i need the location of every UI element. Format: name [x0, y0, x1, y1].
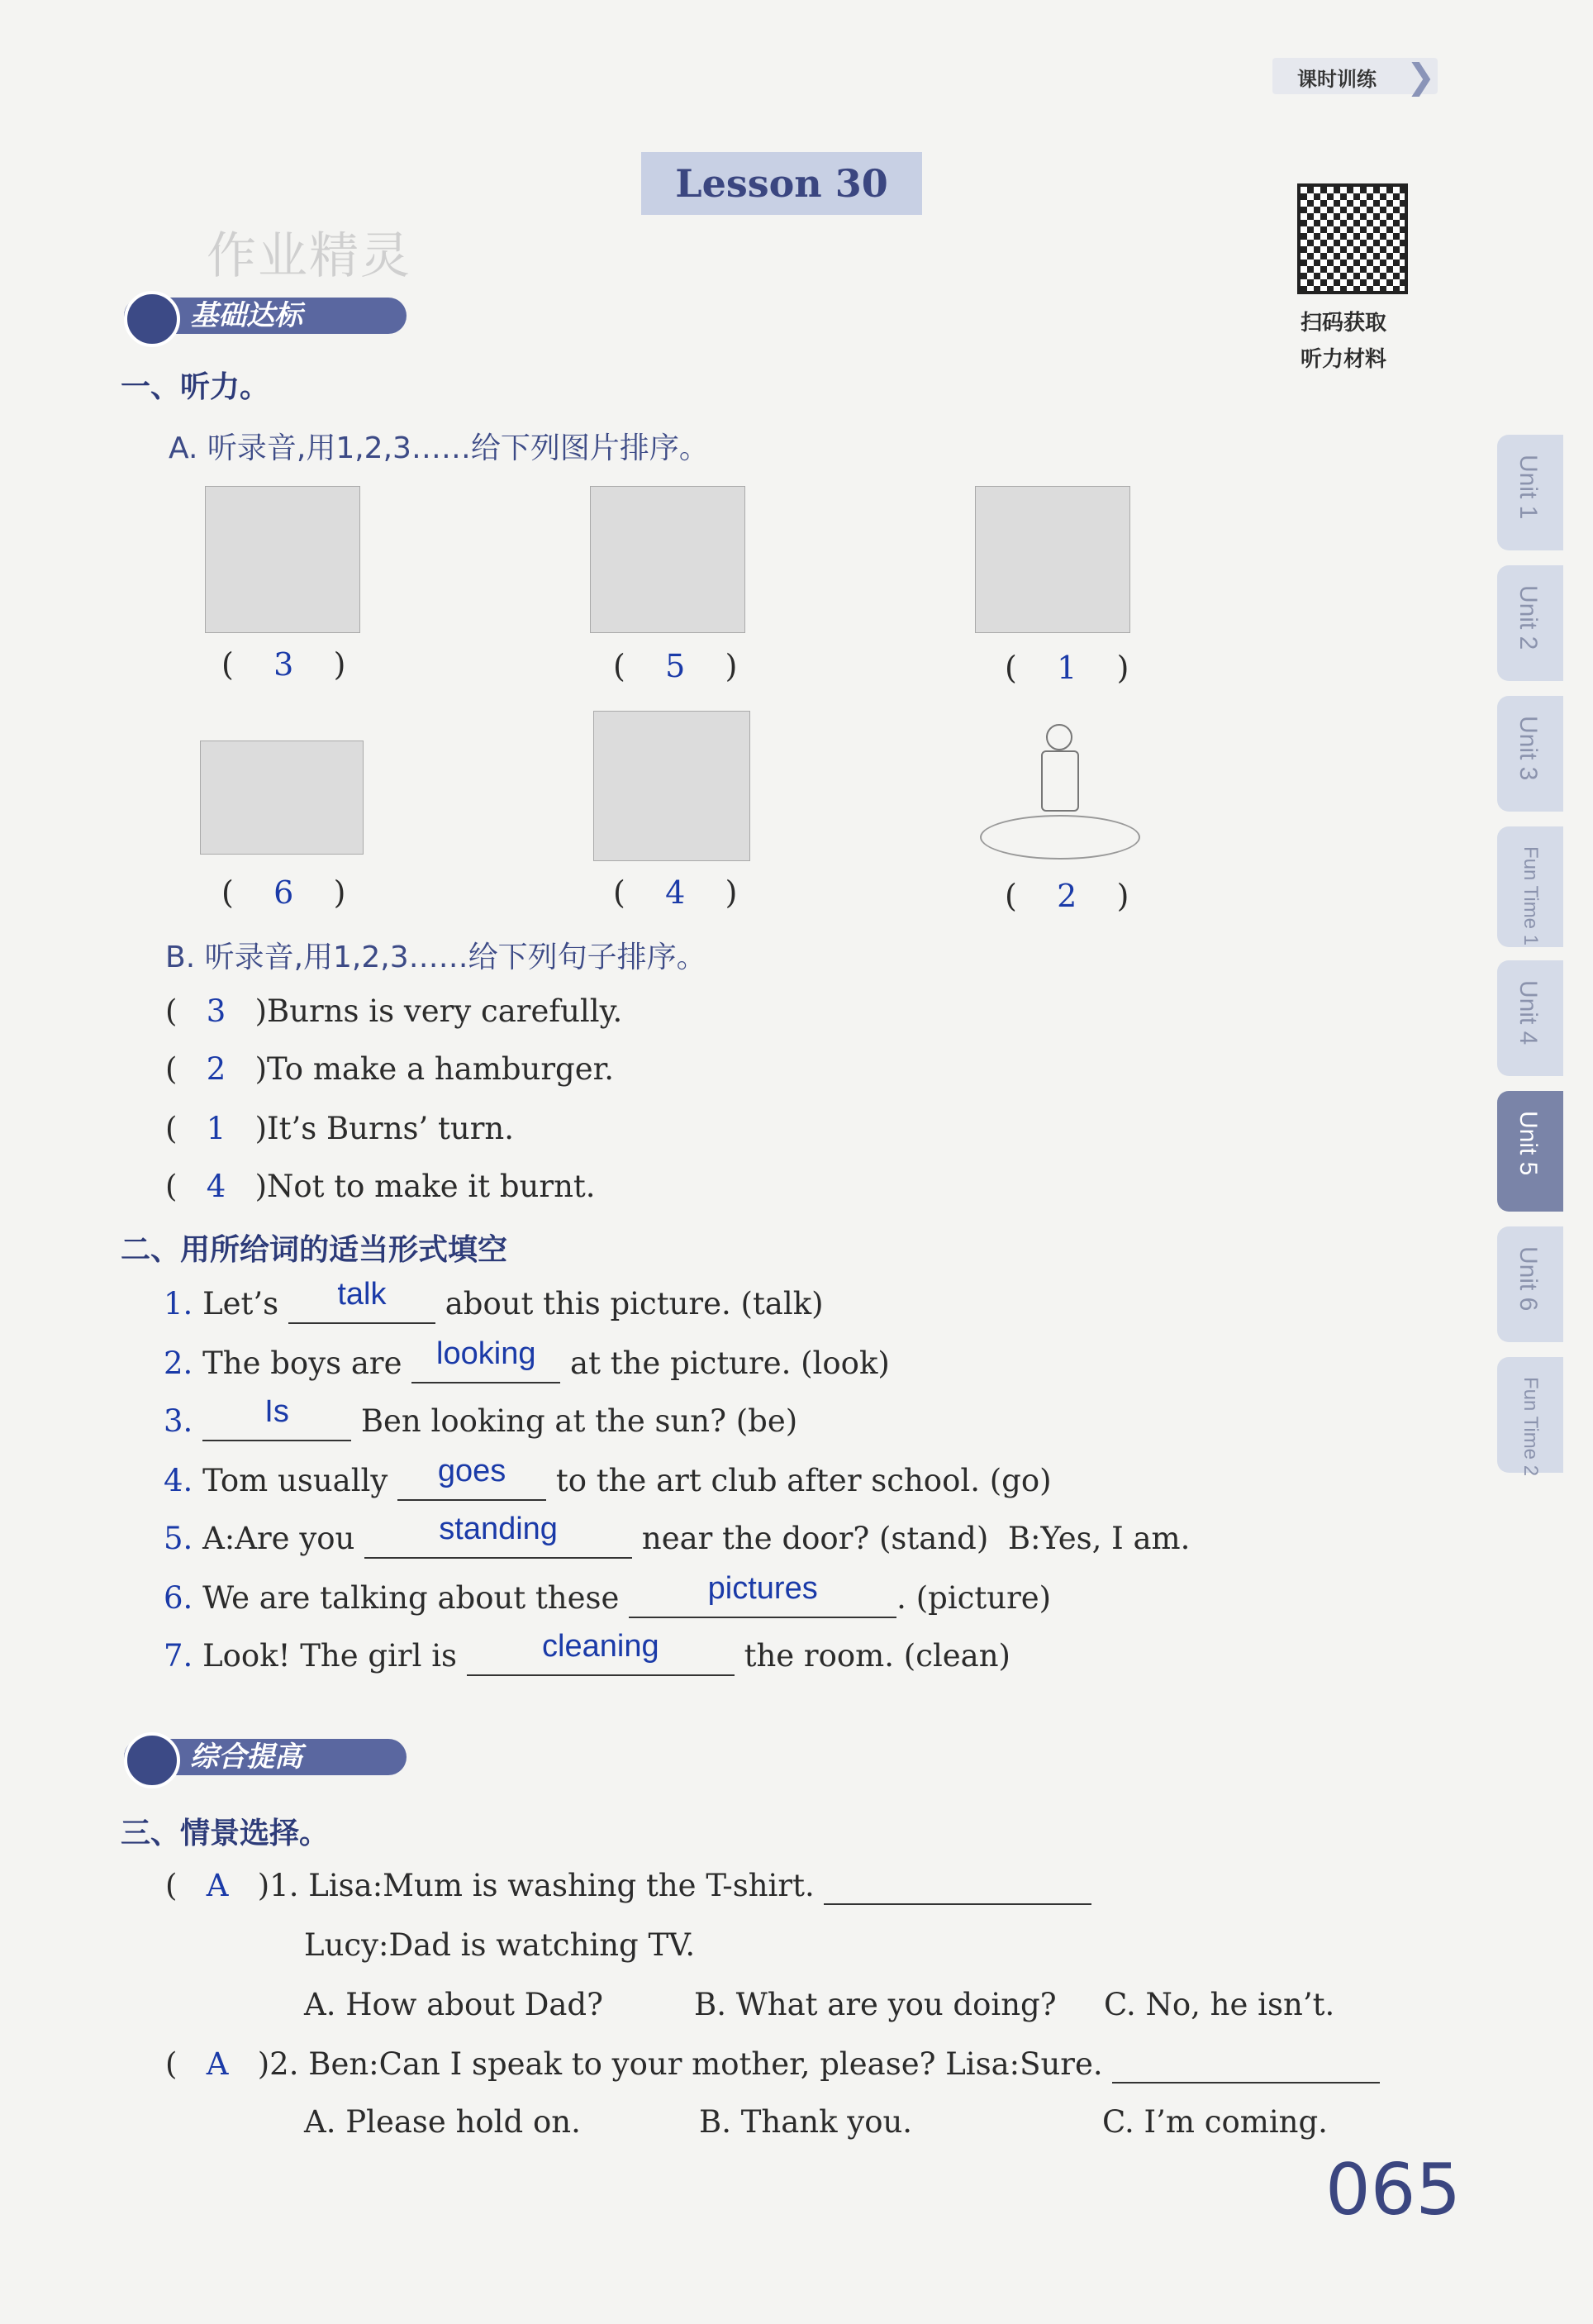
picture-1 [205, 486, 360, 633]
picture-4-answer: ( 6 ) [221, 874, 346, 911]
fill-answer-2: looking [436, 1336, 536, 1371]
tab-fun-time-2[interactable]: Fun Time 2 [1497, 1357, 1563, 1473]
choice-q2-option-b: B. Thank you. [699, 2104, 913, 2140]
qr-caption-1: 扫码获取 [1301, 311, 1387, 336]
lesson-title-box [641, 152, 922, 215]
picture-4 [200, 741, 364, 855]
picture-2 [590, 486, 745, 633]
sentence-3: ( 1 )It’s Burns’ turn. [165, 1111, 515, 1146]
fill-answer-1: talk [337, 1277, 387, 1312]
bus-icon [124, 1732, 180, 1788]
watermark: 作业精灵 [207, 227, 411, 285]
choice-q1-option-b: B. What are you doing? [694, 1987, 1057, 2022]
choice-q2: ( A )2. Ben:Can I speak to your mother, please? Lisa:Sure. [165, 2046, 1380, 2084]
part1-a-title: A. 听录音,用1,2,3……给下列图片排序。 [169, 431, 709, 465]
part2-title: 二、用所给词的适当形式填空 [121, 1233, 508, 1267]
part3-title: 三、情景选择。 [121, 1817, 330, 1850]
choice-q2-option-a: A. Please hold on. [304, 2104, 581, 2140]
section-banner-basic [124, 298, 407, 334]
choice-q2-option-c: C. I’m coming. [1102, 2104, 1328, 2140]
part1-b-title: B. 听录音,用1,2,3……给下列句子排序。 [165, 941, 706, 974]
fill-answer-5: standing [439, 1512, 558, 1546]
header-tag [1272, 56, 1438, 97]
fill-item-5: 5. A:Are you standing near the door? (stand) B:Yes, I am. [164, 1521, 1190, 1559]
picture-3 [975, 486, 1130, 633]
fill-answer-6: pictures [707, 1571, 818, 1606]
qr-code[interactable] [1297, 183, 1408, 294]
tab-unit-4[interactable]: Unit 4 [1497, 960, 1563, 1076]
tab-unit-5[interactable]: Unit 5 [1497, 1091, 1563, 1212]
choice-q1-option-a: A. How about Dad? [304, 1987, 603, 2022]
sentence-1: ( 3 )Burns is very carefully. [165, 993, 623, 1029]
tab-unit-3[interactable]: Unit 3 [1497, 696, 1563, 812]
section-banner-advanced-label: 综合提高 [190, 1741, 302, 1774]
fill-answer-7: cleaning [542, 1629, 659, 1664]
picture-6 [980, 716, 1137, 860]
header-tag-label: 课时训练 [1297, 68, 1377, 91]
choice-q2-answer: A [206, 2046, 229, 2082]
choice-q1-option-c: C. No, he isn’t. [1104, 1987, 1335, 2022]
fill-item-6: 6. We are talking about these pictures . (picture) [164, 1580, 1051, 1618]
fill-item-1: 1. Let’s talk about this picture. (talk) [164, 1286, 824, 1324]
choice-q1-answer: A [206, 1868, 229, 1903]
fill-answer-3: Is [264, 1394, 289, 1429]
lesson-title: Lesson 30 [675, 161, 888, 206]
picture-5 [593, 711, 750, 861]
chevron-right-icon: ❯ [1406, 56, 1436, 97]
picture-6-answer: ( 2 ) [1005, 878, 1129, 914]
tab-unit-1[interactable]: Unit 1 [1497, 435, 1563, 550]
section-banner-basic-label: 基础达标 [190, 299, 302, 332]
choice-q1-line2: Lucy:Dad is watching TV. [304, 1927, 696, 1963]
tab-unit-2[interactable]: Unit 2 [1497, 565, 1563, 681]
tab-fun-time-1[interactable]: Fun Time 1 [1497, 826, 1563, 947]
target-icon [124, 291, 180, 347]
picture-1-answer: ( 3 ) [221, 646, 346, 683]
section-banner-advanced [124, 1739, 407, 1775]
qr-caption-2: 听力材料 [1301, 347, 1387, 372]
fill-answer-4: goes [437, 1454, 506, 1488]
choice-q1: ( A )1. Lisa:Mum is washing the T-shirt. [165, 1868, 1091, 1905]
picture-5-answer: ( 4 ) [613, 874, 738, 911]
fill-item-4: 4. Tom usually goes to the art club after school. (go) [164, 1463, 1052, 1501]
sentence-4: ( 4 )Not to make it burnt. [165, 1169, 596, 1204]
fill-item-7: 7. Look! The girl is cleaning the room. (clean) [164, 1638, 1010, 1676]
tab-unit-6[interactable]: Unit 6 [1497, 1226, 1563, 1342]
fill-item-3: 3. Is Ben looking at the sun? (be) [164, 1403, 797, 1441]
part1-title: 一、听力。 [121, 370, 270, 404]
picture-3-answer: ( 1 ) [1005, 650, 1129, 686]
fill-item-2: 2. The boys are looking at the picture. (look) [164, 1345, 890, 1383]
page-number: 065 [1325, 2149, 1462, 2231]
sentence-2: ( 2 )To make a hamburger. [165, 1051, 615, 1087]
picture-2-answer: ( 5 ) [613, 648, 738, 684]
